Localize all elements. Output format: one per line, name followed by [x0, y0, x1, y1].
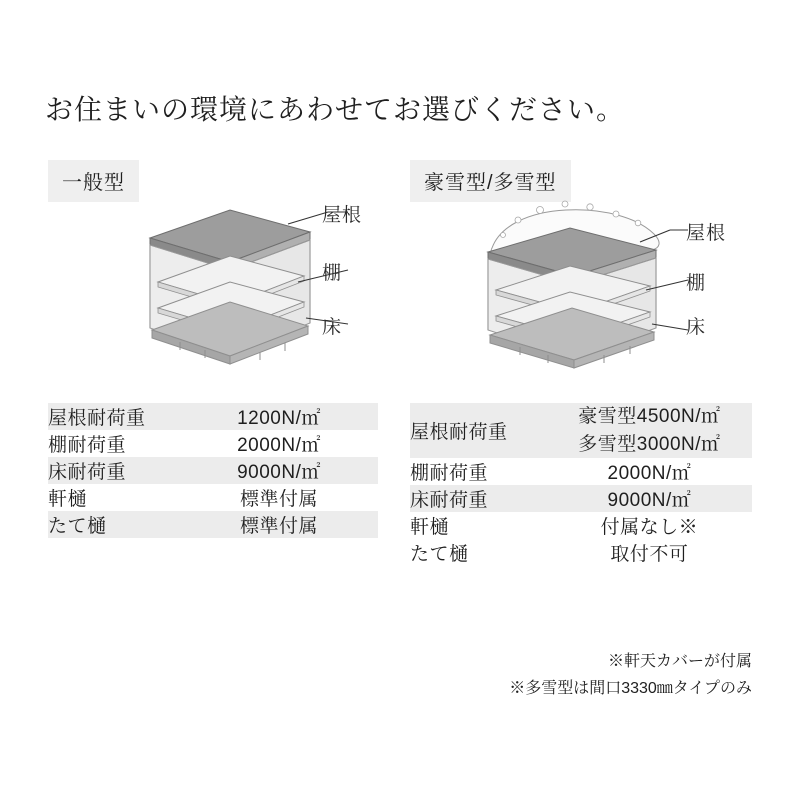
row-label: 棚耐荷重: [48, 430, 180, 457]
spec-table-snow: [410, 403, 752, 566]
table-row: [48, 511, 378, 538]
callout-floor-general: 床: [322, 317, 343, 338]
footnotes: [410, 648, 752, 702]
callout-roof-general: 屋根: [322, 205, 363, 226]
table-row: [410, 512, 752, 539]
row-value: 標準付属: [180, 511, 378, 538]
callout-shelf-general: 棚: [322, 263, 343, 284]
row-label: 軒樋: [410, 512, 547, 539]
row-value: [547, 403, 752, 458]
page-title: お住まいの環境にあわせてお選びください。: [45, 94, 626, 125]
section-title-general: 一般型: [48, 160, 139, 202]
table-row: [48, 484, 378, 511]
footnote-1: ※軒天カバーが付属: [607, 653, 752, 670]
spec-table-general: [48, 403, 378, 538]
row-label: 屋根耐荷重: [410, 403, 547, 458]
row-value-line-2: 多雪型3000N/㎡: [578, 433, 721, 455]
row-value: 1200N/㎡: [180, 403, 378, 430]
table-row: [410, 458, 752, 485]
row-value: 2000N/㎡: [180, 430, 378, 457]
row-value: 9000N/㎡: [180, 457, 378, 484]
row-label: 床耐荷重: [48, 457, 180, 484]
row-label: たて樋: [410, 539, 547, 566]
row-value-line-1: 豪雪型4500N/㎡: [578, 406, 721, 427]
footnote-2: ※多雪型は間口3330㎜タイプのみ: [509, 680, 752, 698]
table-row: [410, 485, 752, 512]
callout-floor-snow: 床: [686, 317, 707, 338]
row-value: 取付不可: [547, 539, 752, 566]
row-value: 9000N/㎡: [547, 485, 752, 512]
row-label: 屋根耐荷重: [48, 403, 180, 430]
row-label: たて樋: [48, 511, 180, 538]
row-label: 軒樋: [48, 484, 180, 511]
row-value: 2000N/㎡: [547, 458, 752, 485]
table-row: [48, 430, 378, 457]
illustration-general-type: [120, 190, 410, 380]
callout-roof-snow: 屋根: [686, 223, 727, 244]
table-row: [410, 403, 752, 458]
table-row: [410, 539, 752, 566]
row-label: 棚耐荷重: [410, 458, 547, 485]
row-value: 標準付属: [180, 484, 378, 511]
table-row: [48, 457, 378, 484]
section-title-snow: 豪雪型/多雪型: [410, 160, 571, 202]
callout-shelf-snow: 棚: [686, 273, 707, 294]
table-row: [48, 403, 378, 430]
row-label: 床耐荷重: [410, 485, 547, 512]
row-value: 付属なし※: [547, 512, 752, 539]
